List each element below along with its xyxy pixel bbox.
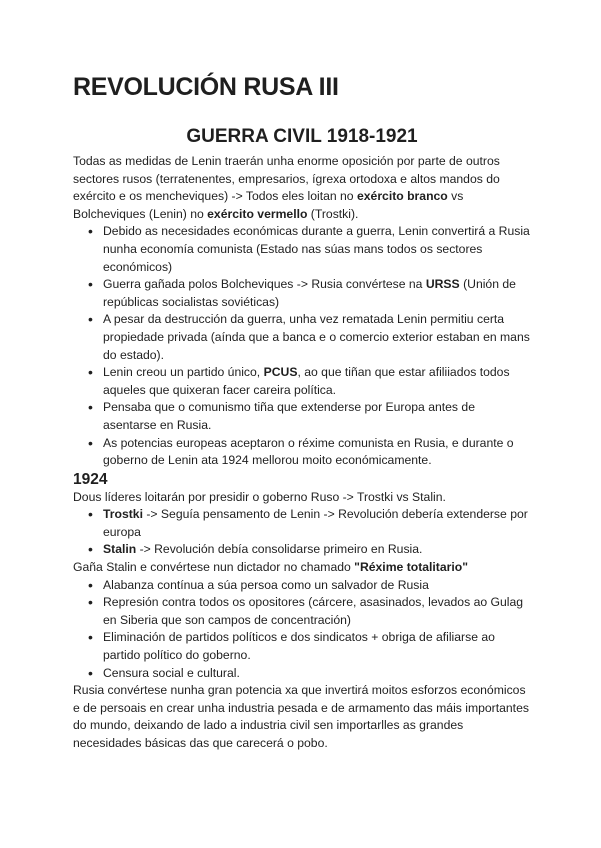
list-item: • Eliminación de partidos políticos e dos sindicatos + obriga de afiliarse ao partido político do goberno.	[73, 629, 531, 664]
civil-war-bullet-list	[73, 223, 531, 469]
urss-term: URSS	[425, 277, 460, 292]
list-item-text: Guerra gañada polos Bolcheviques -> Rusia convértese na	[103, 277, 426, 292]
list-item: • Pensaba que o comunismo tiña que extenderse por Europa antes de asentarse en Rusia.	[73, 399, 531, 434]
stalin-regime-intro	[73, 559, 531, 577]
list-item: • As potencias europeas aceptaron o réxime comunista en Rusia, e durante o goberno de Lenin ata 1924 mellorou moito económicamente.	[73, 435, 531, 470]
section-heading-civil-war: GUERRA CIVIL 1918-1921	[186, 126, 418, 147]
list-item	[73, 276, 531, 311]
leaders-intro: Dous líderes loitarán por presidir o goberno Ruso -> Trostki vs Stalin.	[73, 489, 446, 504]
list-item: • Alabanza contínua a súa persoa como un salvador de Rusia	[73, 577, 531, 595]
list-item-text: Lenin creou un partido único,	[103, 365, 264, 380]
list-item-text: -> Revolución debía consolidarse primeiro en Rusia.	[136, 542, 423, 557]
list-item: • Represión contra todos os opositores (cárcere, asasinados, levados ao Gulag en Siberia que son campos de concentración)	[73, 594, 531, 629]
leaders-bullet-list	[73, 506, 531, 559]
document-title: REVOLUCIÓN RUSA III	[73, 73, 339, 101]
red-army-term: exército vermello	[207, 206, 308, 221]
stalin-line-text: Gaña Stalin e convértese nun dictador no chamado	[73, 560, 355, 575]
list-item	[73, 541, 531, 559]
list-item	[73, 506, 531, 541]
list-item: • Debido as necesidades económicas durante a guerra, Lenin convertirá a Rusia nunha economía comunista (Estado nas súas mans todos os sectores económicos)	[73, 223, 531, 276]
intro-text-2: vs Bolcheviques (Lenin) no	[73, 189, 464, 221]
white-army-term: exército branco	[356, 189, 448, 204]
pcus-term: PCUS	[263, 365, 298, 380]
list-item	[73, 364, 531, 399]
intro-text-3: (Trostki).	[307, 206, 359, 221]
list-item-text: , ao que tiñan que estar afiliiados todos aqueles que quixeran facer careira política.	[103, 365, 510, 397]
list-item: • Censura social e cultural.	[73, 665, 531, 683]
intro-text-1: Todas as medidas de Lenin traerán unha enorme oposición por parte de outros sectores rusos (terratenentes, empresarios, ígrexa ortodoxa e altos mandos do exército e os mencheviques) -> Todos eles loitan no	[73, 154, 500, 204]
totalitarian-regime-term: "Réxime totalitario"	[354, 560, 468, 575]
list-item: • A pesar da destrucción da guerra, unha vez rematada Lenin permitiu certa propiedade privada (aínda que a banca e o comercio exterior estaban en mans do estado).	[73, 311, 531, 364]
section-heading-1924: 1924	[73, 470, 108, 488]
stalin-term: Stalin	[103, 542, 137, 557]
list-item-text: -> Seguía pensamento de Lenin -> Revolución debería extenderse por europa	[103, 507, 528, 539]
closing-paragraph: Rusia convértese nunha gran potencia xa que invertirá moitos esforzos económicos e de persoais en crear unha industria pesada e de armamento das máis importantes do mundo, deixando de lado a industria civil sen importarlles as grandes necesidades básicas das que carecerá o pobo.	[73, 683, 529, 750]
list-item-text: (Unión de repúblicas socialistas soviéticas)	[103, 277, 516, 309]
civil-war-intro	[73, 153, 531, 223]
trostki-term: Trostki	[103, 507, 143, 522]
regime-bullet-list	[73, 577, 531, 683]
